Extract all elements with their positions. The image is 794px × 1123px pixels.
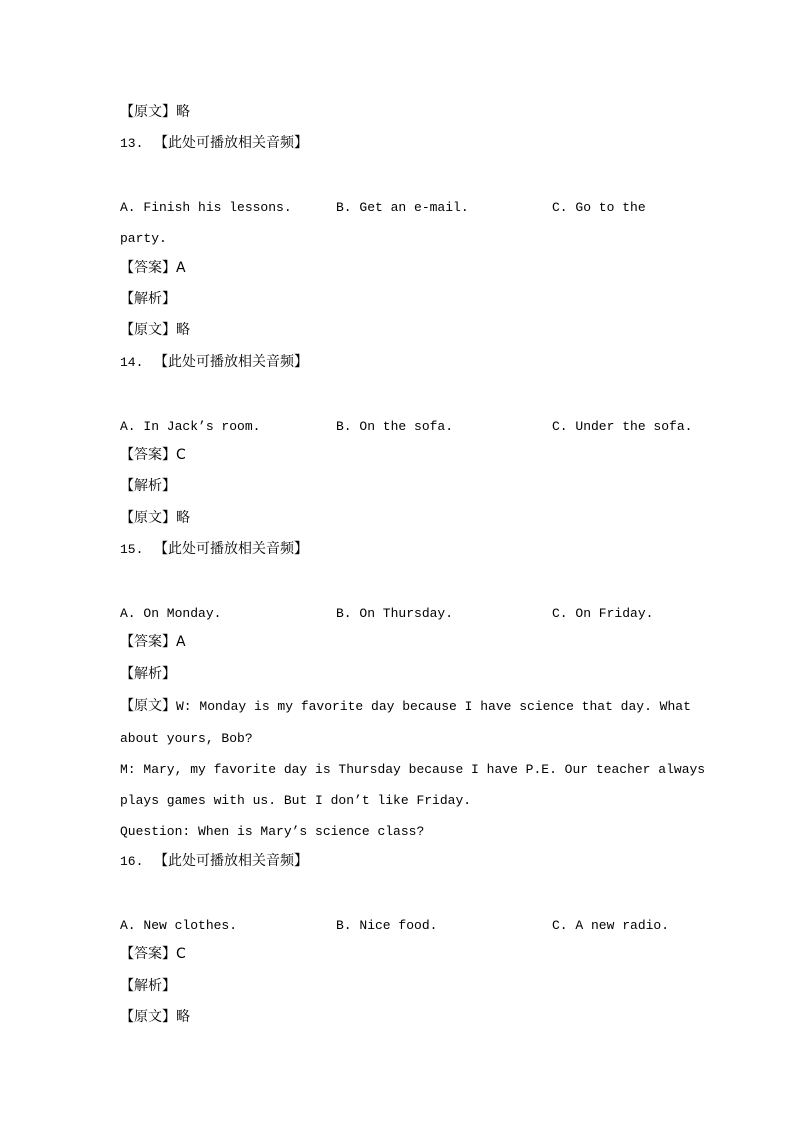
question-13-option-c: C. Go to the (552, 200, 646, 215)
question-14-option-c: C. Under the sofa. (552, 419, 693, 434)
question-14-option-b: B. On the sofa. (336, 419, 454, 434)
question-14-audio-link[interactable]: 【此处可播放相关音频】 (154, 354, 308, 370)
question-16-header (120, 853, 308, 870)
transcript-line: plays games with us. But I don’t like Friday. (120, 793, 472, 808)
question-14-answer: 【答案】C (120, 447, 186, 463)
question-13-answer: 【答案】A (120, 260, 186, 276)
question-16-answer: 【答案】C (120, 946, 186, 962)
question-13-header (120, 135, 308, 152)
question-15-option-c: C. On Friday. (552, 606, 654, 621)
transcript-line: M: Mary, my favorite day is Thursday because I have P.E. Our teacher always (120, 762, 706, 777)
question-15-original (120, 698, 691, 715)
question-14-option-a: A. In Jack’s room. (120, 419, 261, 434)
question-13-original: 【原文】略 (120, 322, 190, 338)
question-13-option-b: B. Get an e-mail. (336, 200, 469, 215)
question-15-number: 15. (120, 542, 144, 557)
question-15-audio-link[interactable]: 【此处可播放相关音频】 (154, 541, 308, 557)
question-15-analysis: 【解析】 (120, 666, 176, 682)
question-15-answer: 【答案】A (120, 634, 186, 650)
question-16-number: 16. (120, 854, 144, 869)
question-15-original-label: 【原文】 (120, 698, 176, 714)
question-14-analysis: 【解析】 (120, 478, 176, 494)
transcript-line: W: Monday is my favorite day because I have science that day. What (176, 699, 691, 714)
transcript-question: Question: When is Mary’s science class? (120, 824, 425, 839)
question-16-option-b: B. Nice food. (336, 918, 438, 933)
question-13-option-c-cont: party. (120, 231, 167, 246)
question-15-option-a: A. On Monday. (120, 606, 222, 621)
question-14-original: 【原文】略 (120, 510, 190, 526)
question-13-option-a: A. Finish his lessons. (120, 200, 292, 215)
question-16-option-a: A. New clothes. (120, 918, 238, 933)
question-14-number: 14. (120, 355, 144, 370)
original-text-12: 【原文】略 (120, 104, 190, 120)
question-15-header (120, 541, 308, 558)
question-16-original: 【原文】略 (120, 1009, 190, 1025)
question-15-option-b: B. On Thursday. (336, 606, 454, 621)
question-16-audio-link[interactable]: 【此处可播放相关音频】 (154, 853, 308, 869)
question-13-audio-link[interactable]: 【此处可播放相关音频】 (154, 135, 308, 151)
question-14-header (120, 354, 308, 371)
question-13-analysis: 【解析】 (120, 291, 176, 307)
transcript-line: about yours, Bob? (120, 731, 253, 746)
question-13-number: 13. (120, 136, 144, 151)
question-16-analysis: 【解析】 (120, 978, 176, 994)
question-16-option-c: C. A new radio. (552, 918, 670, 933)
